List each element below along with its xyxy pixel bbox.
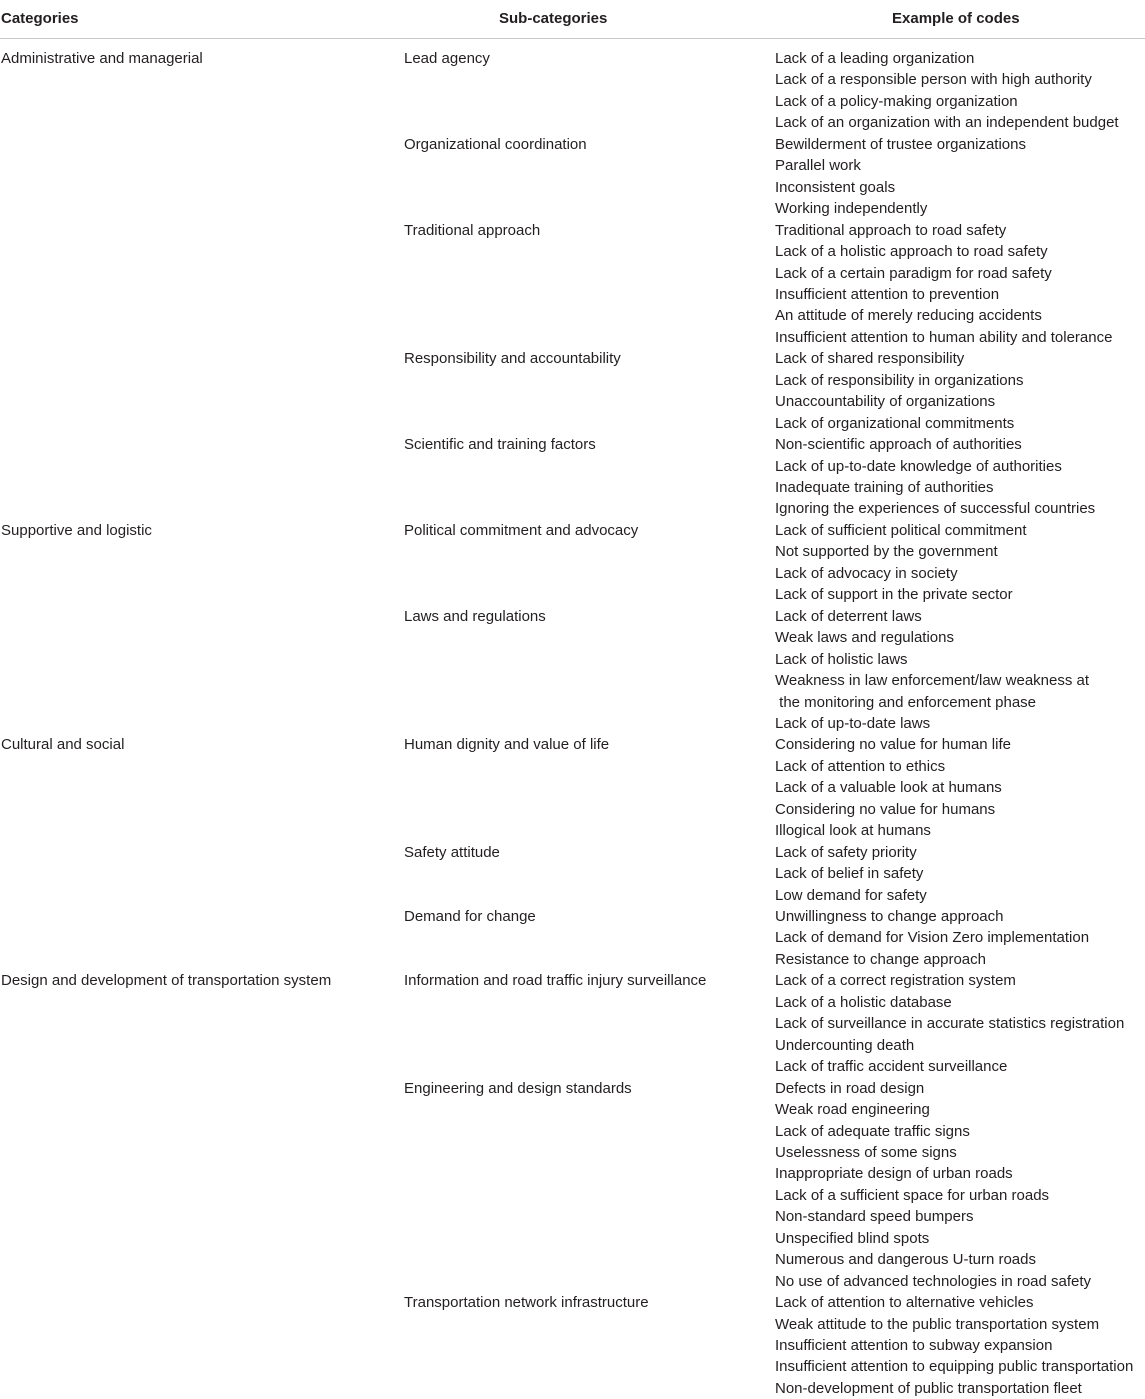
code-cell: Lack of sufficient political commitment	[775, 521, 1027, 539]
code-cell: Insufficient attention to human ability and tolerance	[775, 328, 1113, 346]
code-cell: Lack of adequate traffic signs	[775, 1122, 970, 1140]
code-cell: Lack of attention to ethics	[775, 757, 946, 775]
category-cell: Administrative and managerial	[1, 50, 203, 67]
code-cell: Unspecified blind spots	[775, 1229, 930, 1247]
code-cell: Bewilderment of trustee organizations	[775, 135, 1026, 153]
code-cell: Unwillingness to change approach	[775, 908, 1004, 925]
subcategory-cell: Traditional approach	[404, 221, 541, 239]
category-cell: Supportive and logistic	[1, 521, 152, 539]
subcategory-cell: Engineering and design standards	[404, 1079, 632, 1097]
code-cell: Low demand for safety	[775, 886, 927, 904]
code-cell: Working independently	[775, 200, 928, 218]
header-example-codes: Example of codes	[892, 10, 1020, 27]
code-cell: Undercounting death	[775, 1036, 915, 1054]
code-cell: Lack of attention to alternative vehicles	[775, 1294, 1034, 1312]
code-cell: Lack of a leading organization	[775, 50, 975, 67]
code-cell: Weak laws and regulations	[775, 629, 954, 647]
code-cell: Lack of up-to-date knowledge of authorities	[775, 457, 1062, 475]
code-cell: Considering no value for human life	[775, 736, 1011, 754]
code-cell: Weak road engineering	[775, 1101, 930, 1119]
code-cell: Lack of advocacy in society	[775, 564, 958, 582]
code-cell: Uselessness of some signs	[775, 1143, 957, 1161]
code-cell: Lack of holistic laws	[775, 650, 908, 668]
code-cell: Lack of deterrent laws	[775, 607, 922, 625]
category-cell: Design and development of transportation system	[1, 972, 332, 990]
code-cell: Non-scientific approach of authorities	[775, 436, 1022, 454]
code-cell: Lack of safety priority	[775, 843, 917, 861]
code-cell: Lack of up-to-date laws	[775, 714, 931, 732]
code-cell: the monitoring and enforcement phase	[775, 693, 1036, 711]
code-cell: Lack of a certain paradigm for road safety	[775, 264, 1052, 282]
code-cell: Lack of a sufficient space for urban roads	[775, 1186, 1050, 1204]
code-cell: Considering no value for humans	[775, 800, 996, 818]
code-cell: Unaccountability of organizations	[775, 393, 996, 411]
code-cell: Defects in road design	[775, 1079, 925, 1097]
category-cell: Cultural and social	[1, 736, 125, 754]
code-cell: Lack of a holistic approach to road safety	[775, 243, 1048, 261]
code-cell: Ignoring the experiences of successful countries	[775, 500, 1096, 518]
subcategory-cell: Laws and regulations	[404, 607, 546, 625]
subcategory-cell: Political commitment and advocacy	[404, 521, 639, 539]
subcategory-cell: Transportation network infrastructure	[404, 1294, 649, 1312]
code-cell: Insufficient attention to subway expansion	[775, 1337, 1053, 1354]
header-sub-categories: Sub-categories	[499, 10, 608, 27]
subcategory-cell: Scientific and training factors	[404, 436, 596, 454]
table-header	[0, 0, 1145, 39]
code-cell: Non-standard speed bumpers	[775, 1208, 974, 1226]
code-cell: Lack of a correct registration system	[775, 972, 1016, 990]
code-cell: Insufficient attention to equipping public transportation	[775, 1358, 1134, 1376]
code-cell: Lack of responsibility in organizations	[775, 371, 1024, 389]
code-cell: Resistance to change approach	[775, 950, 986, 968]
code-cell: An attitude of merely reducing accidents	[775, 307, 1042, 325]
code-cell: Inadequate training of authorities	[775, 479, 994, 496]
code-cell: Inappropriate design of urban roads	[775, 1165, 1013, 1183]
code-cell: Lack of organizational commitments	[775, 414, 1015, 432]
subcategory-cell: Responsibility and accountability	[404, 350, 621, 368]
code-cell: Lack of shared responsibility	[775, 350, 965, 368]
code-cell: Lack of demand for Vision Zero implementation	[775, 929, 1090, 947]
code-cell: Weakness in law enforcement/law weakness at	[775, 672, 1090, 690]
code-cell: Lack of a valuable look at humans	[775, 779, 1002, 797]
code-cell: Numerous and dangerous U-turn roads	[775, 1251, 1036, 1269]
code-cell: Insufficient attention to prevention	[775, 285, 1000, 303]
code-cell: Lack of traffic accident surveillance	[775, 1058, 1008, 1076]
code-cell: Lack of a policy-making organization	[775, 92, 1018, 110]
code-cell: Traditional approach to road safety	[775, 221, 1007, 239]
subcategory-cell: Safety attitude	[404, 843, 500, 861]
code-cell: Lack of a holistic database	[775, 993, 952, 1011]
code-cell: Lack of belief in safety	[775, 865, 924, 883]
code-cell: Lack of an organization with an independent budget	[775, 114, 1119, 132]
code-cell: Inconsistent goals	[775, 178, 896, 196]
code-cell: Parallel work	[775, 157, 861, 175]
code-cell: No use of advanced technologies in road safety	[775, 1272, 1092, 1290]
subcategory-cell: Demand for change	[404, 908, 536, 925]
subcategory-cell: Organizational coordination	[404, 135, 587, 153]
code-cell: Not supported by the government	[775, 543, 998, 561]
header-categories: Categories	[1, 10, 79, 27]
code-cell: Illogical look at humans	[775, 822, 931, 840]
code-cell: Weak attitude to the public transportation system	[775, 1315, 1100, 1333]
code-cell: Lack of support in the private sector	[775, 586, 1013, 604]
code-cell: Non-development of public transportation fleet	[775, 1379, 1082, 1397]
subcategory-cell: Information and road traffic injury surveillance	[404, 972, 707, 990]
code-cell: Lack of surveillance in accurate statistics registration	[775, 1015, 1125, 1033]
code-cell: Lack of a responsible person with high authority	[775, 71, 1092, 89]
subcategory-cell: Lead agency	[404, 50, 490, 67]
subcategory-cell: Human dignity and value of life	[404, 736, 610, 754]
